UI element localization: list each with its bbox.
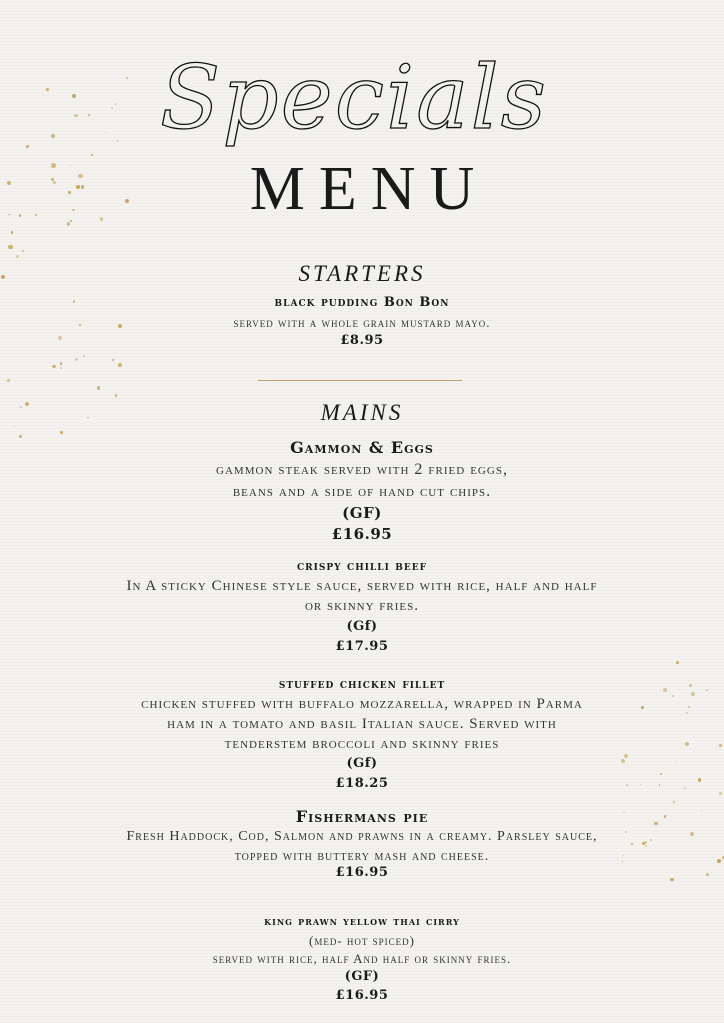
gold-speck [641, 706, 644, 709]
gold-speck [118, 324, 122, 328]
gold-speck [51, 163, 55, 167]
menu-title: MENU [249, 155, 489, 223]
gold-speck [698, 778, 702, 782]
gold-speck [83, 355, 85, 357]
item-price: £16.95 [331, 525, 393, 543]
gold-speck [118, 363, 122, 367]
item-price: £16.95 [335, 865, 389, 880]
gold-speck [719, 792, 722, 795]
item-description: beans and a side of hand cut chips. [232, 483, 492, 500]
item-description: served with a whole grain mustard mayo. [233, 315, 491, 330]
item-description: (med- hot spiced) [309, 933, 415, 948]
gold-speck [72, 94, 76, 98]
gold-speck [691, 692, 695, 696]
item-description: topped with buttery mash and cheese. [234, 849, 490, 864]
item-price: £8.95 [340, 333, 384, 348]
gold-speck [60, 431, 63, 434]
gold-speck [60, 367, 62, 369]
gold-speck [74, 114, 78, 118]
gold-speck [673, 801, 675, 803]
gold-speck [645, 845, 647, 847]
item-name: crispy chilli beef [296, 559, 428, 574]
item-tag: (GF) [342, 504, 382, 522]
item-price: £17.95 [335, 639, 389, 654]
gold-speck [87, 417, 88, 418]
item-price: £18.25 [335, 776, 389, 791]
gold-speck [664, 815, 666, 817]
item-description: ham in a tomato and basil Italian sauce. Served with [167, 716, 557, 732]
gold-speck [52, 365, 55, 368]
gold-speck [111, 107, 113, 109]
gold-speck [67, 222, 70, 225]
gold-speck [60, 362, 62, 364]
gold-speck [690, 832, 694, 836]
item-tag: (Gf) [346, 756, 378, 771]
gold-speck [112, 359, 114, 361]
gold-speck [75, 358, 78, 361]
gold-speck [58, 336, 62, 340]
gold-speck [8, 214, 9, 215]
gold-speck [72, 209, 74, 211]
gold-speck [717, 859, 721, 863]
gold-speck [19, 435, 22, 438]
gold-speck [19, 214, 21, 216]
gold-speck [621, 759, 625, 763]
gold-speck [20, 406, 22, 408]
gold-speck [706, 689, 708, 691]
item-description: Fresh Haddock, Cod, Salmon and prawns in a creamy. Parsley sauce, [126, 829, 598, 844]
gold-speck [8, 245, 12, 249]
item-description: or skinny fries. [304, 598, 420, 614]
section-divider [258, 380, 462, 381]
gold-speck [14, 426, 16, 428]
gold-speck [115, 103, 117, 105]
starters-heading: STARTERS [298, 261, 426, 286]
gold-speck [25, 402, 29, 406]
gold-speck [73, 300, 75, 302]
gold-speck [97, 386, 101, 390]
gold-speck [1, 275, 5, 279]
item-name: stuffed chicken fillet [278, 677, 446, 692]
specials-script-title [150, 40, 590, 150]
svg-text:Specials: Specials [160, 46, 548, 149]
gold-speck [650, 839, 652, 841]
gold-speck [663, 688, 667, 692]
item-description: chicken stuffed with buffalo mozzarella, wrapped in Parma [141, 696, 583, 712]
item-description: served with rice, half And half or skinny fries. [212, 951, 512, 966]
gold-speck [676, 661, 679, 664]
gold-speck [117, 140, 118, 141]
gold-speck [660, 773, 662, 775]
gold-speck [88, 114, 90, 116]
gold-speck [105, 132, 106, 133]
item-tag: (GF) [344, 969, 380, 984]
item-name: king prawn yellow thai cirry [264, 914, 460, 928]
gold-speck [70, 220, 72, 222]
mains-heading: MAINS [320, 400, 404, 425]
gold-speck [22, 250, 24, 252]
gold-speck [68, 191, 71, 194]
gold-speck [100, 217, 103, 220]
item-description: tenderstem broccoli and skinny fries [224, 736, 500, 752]
item-tag: (Gf) [346, 619, 378, 634]
gold-speck [125, 199, 129, 203]
gold-speck [126, 77, 128, 79]
gold-speck [115, 394, 118, 397]
gold-speck [7, 379, 10, 382]
gold-speck [53, 181, 56, 184]
gold-speck [625, 831, 627, 833]
item-description: gammon steak served with 2 fried eggs, [216, 461, 508, 478]
gold-speck [16, 255, 19, 258]
item-price: £16.95 [335, 988, 389, 1003]
gold-speck [631, 843, 633, 845]
gold-speck [686, 712, 688, 714]
item-description: In A sticky Chinese style sauce, served with rice, half and half [126, 578, 598, 594]
item-name: black pudding Bon Bon [274, 295, 450, 310]
item-name: Gammon & Eggs [290, 438, 434, 457]
item-name: Fishermans pie [295, 807, 429, 826]
gold-speck [78, 174, 82, 178]
gold-speck [11, 231, 13, 233]
gold-speck [26, 145, 29, 148]
gold-speck [670, 878, 674, 882]
gold-speck [91, 154, 93, 156]
gold-speck [51, 134, 55, 138]
gold-speck [46, 88, 48, 90]
